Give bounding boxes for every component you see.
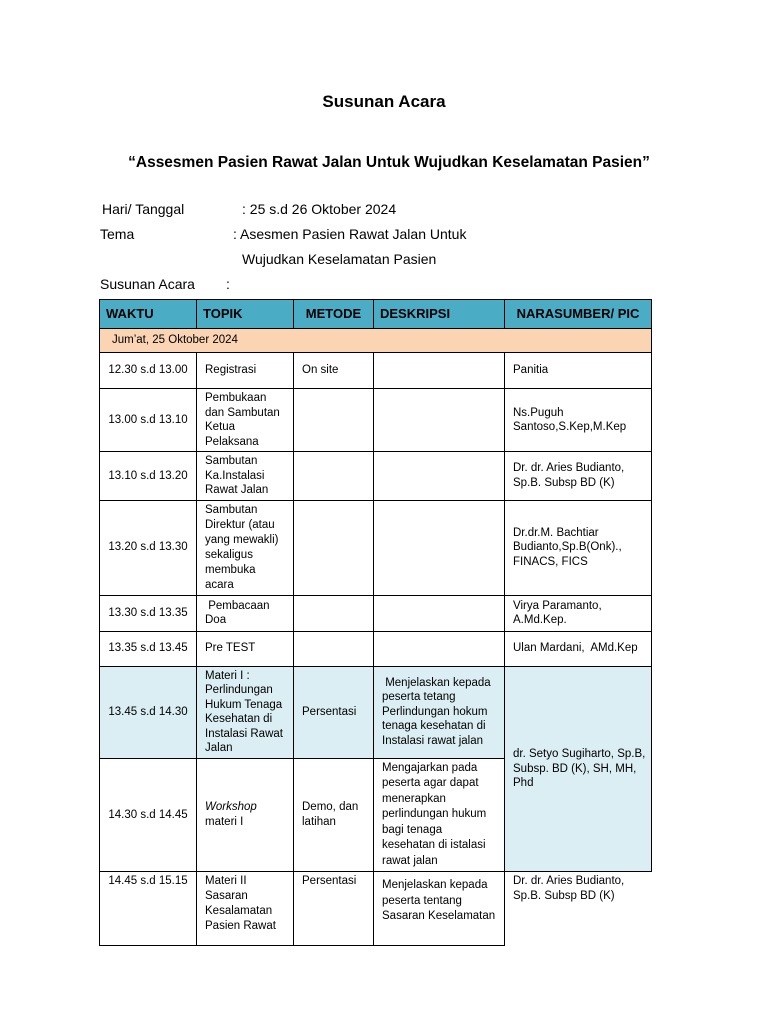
- cell-topik: [197, 758, 294, 872]
- cell-pic: Dr. dr. Aries Budianto, Sp.B. Subsp BD (K): [505, 872, 652, 946]
- cell-pic: Panitia: [505, 353, 652, 389]
- cell-topik: Registrasi: [197, 353, 294, 389]
- table-row: [100, 500, 652, 595]
- page-subtitle: “Assesmen Pasien Rawat Jalan Untuk Wujudkan Keselamatan Pasien”: [128, 154, 650, 171]
- cell-metode: Persentasi: [294, 872, 374, 946]
- cell-metode: Persentasi: [294, 666, 374, 758]
- cell-pic: Dr.dr.M. Bachtiar Budianto,Sp.B(Onk)., FINACS, FICS: [505, 500, 652, 595]
- cell-deskripsi: [374, 500, 505, 595]
- cell-metode: Demo, dan latihan: [294, 758, 374, 872]
- cell-topik-text: materi I: [205, 815, 244, 828]
- cell-deskripsi: [374, 631, 505, 666]
- cell-waktu: 12.30 s.d 13.00: [100, 353, 197, 389]
- table-row: [100, 666, 652, 758]
- cell-topik: Sambutan Direktur (atau yang mewakli) sekaligus membuka acara: [197, 500, 294, 595]
- day-label: Jum’at, 25 Oktober 2024: [100, 329, 652, 353]
- cell-topik-em: Workshop: [205, 801, 257, 814]
- header-narasumber: NARASUMBER/ PIC: [505, 300, 652, 329]
- header-waktu: WAKTU: [100, 300, 197, 329]
- header-deskripsi: DESKRIPSI: [374, 300, 505, 329]
- cell-waktu: 13.20 s.d 13.30: [100, 500, 197, 595]
- cell-deskripsi: Menjelaskan kepada peserta tentang Sasaran Keselamatan: [374, 872, 505, 946]
- header-topik: TOPIK: [197, 300, 294, 329]
- cell-pic: [505, 666, 652, 872]
- cell-waktu: 14.30 s.d 14.45: [100, 758, 197, 872]
- cell-topik: Materi I : Perlindungan Hukum Tenaga Kesehatan di Instalasi Rawat Jalan: [197, 666, 294, 758]
- cell-deskripsi: Mengajarkan pada peserta agar dapat menerapkan perlindungan hukum bagi tenaga kesehatan di istalasi rawat jalan: [374, 758, 505, 872]
- table-row: [100, 389, 652, 452]
- cell-pic: Virya Paramanto, A.Md.Kep.: [505, 595, 652, 631]
- cell-waktu: 14.45 s.d 15.15: [100, 872, 197, 946]
- cell-metode: [294, 452, 374, 501]
- cell-deskripsi: Menjelaskan kepada peserta tetang Perlindungan hokum tenaga kesehatan di Instalasi rawat jalan: [374, 666, 505, 758]
- cell-metode: [294, 631, 374, 666]
- cell-waktu: 13.30 s.d 13.35: [100, 595, 197, 631]
- page-title: Susunan Acara: [322, 92, 446, 111]
- cell-waktu: 13.35 s.d 13.45: [100, 631, 197, 666]
- cell-waktu: 13.00 s.d 13.10: [100, 389, 197, 452]
- cell-deskripsi: [374, 389, 505, 452]
- tema-label: Tema: [100, 226, 135, 242]
- cell-metode: [294, 595, 374, 631]
- hari-value: : 25 s.d 26 Oktober 2024: [242, 201, 397, 217]
- table-row: [100, 872, 652, 946]
- cell-pic: Ns.Puguh Santoso,S.Kep,M.Kep: [505, 389, 652, 452]
- cell-pic: Ulan Mardani, AMd.Kep: [505, 631, 652, 666]
- table-row: [100, 595, 652, 631]
- agenda-table: [99, 299, 652, 946]
- cell-deskripsi: [374, 595, 505, 631]
- cell-metode: [294, 389, 374, 452]
- table-row: [100, 631, 652, 666]
- table-header-row: [100, 300, 652, 329]
- day-row: [100, 329, 652, 353]
- hari-label: Hari/ Tanggal: [102, 201, 185, 217]
- cell-metode: [294, 500, 374, 595]
- cell-deskripsi: [374, 353, 505, 389]
- cell-topik: Pembacaan Doa: [197, 595, 294, 631]
- cell-pic-text: dr. Setyo Sugiharto, Sp.B, Subsp. BD (K), SH, MH, Phd: [513, 748, 646, 789]
- header-metode: METODE: [294, 300, 374, 329]
- cell-deskripsi: [374, 452, 505, 501]
- cell-topik: Pre TEST: [197, 631, 294, 666]
- table-row: [100, 353, 652, 389]
- tema-value-line2: Wujudkan Keselamatan Pasien: [242, 251, 437, 267]
- cell-metode: On site: [294, 353, 374, 389]
- cell-topik: Sambutan Ka.Instalasi Rawat Jalan: [197, 452, 294, 501]
- cell-waktu: 13.10 s.d 13.20: [100, 452, 197, 501]
- cell-topik: Materi II Sasaran Kesalamatan Pasien Rawat: [197, 872, 294, 946]
- tema-value-line1: : Asesmen Pasien Rawat Jalan Untuk: [233, 226, 467, 242]
- table-row: [100, 452, 652, 501]
- susunan-colon: :: [226, 276, 230, 292]
- cell-waktu: 13.45 s.d 14.30: [100, 666, 197, 758]
- cell-topik: Pembukaan dan Sambutan Ketua Pelaksana: [197, 389, 294, 452]
- susunan-label: Susunan Acara: [100, 276, 195, 292]
- cell-pic: Dr. dr. Aries Budianto, Sp.B. Subsp BD (K): [505, 452, 652, 501]
